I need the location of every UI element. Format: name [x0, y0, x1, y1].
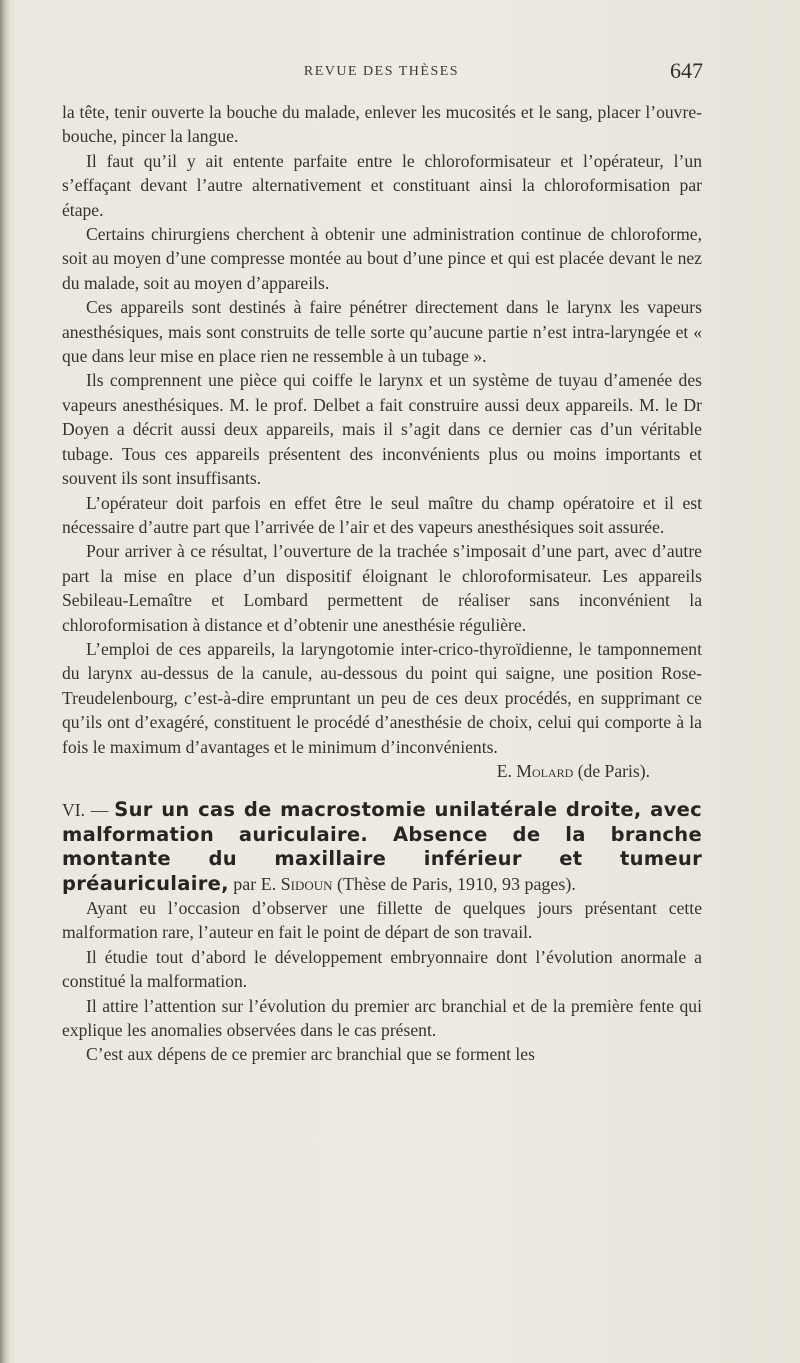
- section-by: par E.: [233, 873, 277, 894]
- section-title: Sur un cas de macrostomie unilatérale droite, avec malformation auriculaire. Absence de la branche montante du maxillaire inférieur et tumeur préauriculaire,: [62, 798, 702, 895]
- signature-place: (de Paris).: [577, 760, 650, 781]
- section-heading: [62, 798, 702, 896]
- article-body: [62, 100, 702, 1067]
- paragraph: Ces appareils sont destinés à faire pénétrer directement dans le larynx les vapeurs anesthésiques, mais sont construits de telle sorte qu’aucune partie n’est intra-laryngée et « que dans leur mise en place rien ne ressemble à un tubage ».: [62, 297, 702, 367]
- paragraph: Pour arriver à ce résultat, l’ouverture de la trachée s’imposait d’une part, avec d’autre part la mise en place d’un dispositif éloignant le chloroformisateur. Les appareils Sebileau-Lemaître et Lombard permettent de réaliser sans inconvénient la chloroformisation à distance et d’obtenir une anesthésie régulière.: [62, 541, 702, 635]
- paragraph: L’emploi de ces appareils, la laryngotomie inter-crico-thyroïdienne, le tamponnement du larynx au-dessus de la canule, au-dessous du point qui saigne, une position Rose-Treudelenbourg, c’est-à-dire empruntant un peu de ces deux procédés, en supprimant ce qu’ils ont d’exagéré, constituent le procédé d’anesthésie de choix, celui qui comporte à la fois le maximum d’avantages et le minimum d’inconvénients.: [62, 638, 702, 757]
- page-binding-shadow: [0, 0, 10, 1363]
- signature-initial: E.: [496, 760, 512, 781]
- signature-name: Molard: [516, 760, 574, 781]
- paragraph: Il faut qu’il y ait entente parfaite entre le chloroformisateur et l’opérateur, l’un s’effaçant devant l’autre alternativement et constituant ainsi la chloroformisation par étape.: [62, 150, 702, 220]
- paragraph: Il étudie tout d’abord le développement embryonnaire dont l’évolution anormale a constitué la malformation.: [62, 946, 702, 992]
- paragraph: C’est aux dépens de ce premier arc branchial que se forment les: [86, 1044, 535, 1065]
- section-number: VI. —: [62, 800, 109, 821]
- paragraph: la tête, tenir ouverte la bouche du malade, enlever les mucosités et le sang, placer l’ouvre-bouche, pincer la langue.: [62, 102, 702, 147]
- thesis-review-section: [62, 798, 702, 1066]
- signature-line: [62, 759, 702, 783]
- section-citation: (Thèse de Paris, 1910, 93 pages).: [336, 873, 576, 894]
- section-author: Sidoun: [280, 873, 333, 894]
- paragraph: L’opérateur doit parfois en effet être le seul maître du champ opératoire et il est nécessaire d’autre part que l’arrivée de l’air et des vapeurs anesthésiques soit assurée.: [62, 492, 702, 537]
- paragraph: Ayant eu l’occasion d’observer une fillette de quelques jours présentant cette malformation rare, l’auteur en fait le point de départ de son travail.: [62, 898, 702, 943]
- paragraph: Certains chirurgiens cherchent à obtenir une administration continue de chloroforme, soit au moyen d’une compresse montée au bout d’une pince et qui est placée devant le nez du malade, soit au moyen d’appareils.: [62, 224, 702, 293]
- signature: [473, 759, 650, 783]
- paragraph: Il attire l’attention sur l’évolution du premier arc branchial et de la première fente qui explique les anomalies observées dans le cas présent.: [62, 995, 702, 1041]
- page-number: 647: [670, 58, 703, 83]
- page-header: [60, 58, 703, 88]
- paragraph: Ils comprennent une pièce qui coiffe le larynx et un système de tuyau d’amenée des vapeurs anesthésiques. M. le prof. Delbet a fait construire aussi deux appareils. M. le Dr Doyen a décrit aussi deux appareils, mais il s’agit dans ce dernier cas d’un véritable tubage. Tous ces appareils présentent des inconvénients plus ou moins importants et souvent ils sont insuffisants.: [62, 370, 702, 489]
- running-head: REVUE DES THÈSES: [303, 64, 460, 79]
